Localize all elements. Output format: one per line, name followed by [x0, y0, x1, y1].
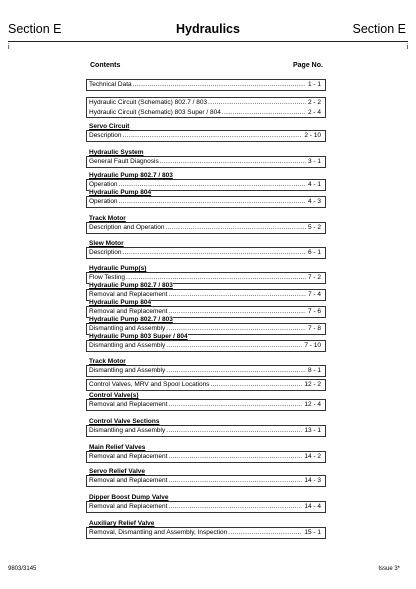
- toc-entry[interactable]: [89, 400, 323, 410]
- toc-section-heading: Servo Relief Valve: [89, 468, 146, 475]
- toc-entry-page: 12 - 4: [304, 401, 321, 408]
- contents-heading: Contents: [90, 62, 121, 69]
- toc-entry[interactable]: [89, 248, 323, 258]
- toc-section-heading: Hydraulic Pump 802.7 / 803: [89, 316, 173, 323]
- toc-entry-page: 4 - 1: [307, 181, 321, 188]
- dot-leader: [133, 80, 306, 90]
- toc-entry[interactable]: [89, 528, 323, 538]
- toc-entry[interactable]: [89, 108, 323, 118]
- dot-leader: [119, 197, 306, 207]
- toc-entry-box: [86, 475, 326, 487]
- toc-section-heading: Hydraulic System: [89, 149, 144, 156]
- toc-entry-page: 7 - 6: [307, 308, 321, 315]
- toc-section-heading: Main Relief Valves: [89, 444, 146, 451]
- dot-leader: [168, 502, 302, 512]
- dot-leader: [208, 98, 306, 108]
- toc-entry-page: 3 - 1: [307, 158, 321, 165]
- toc-entry-page: 2 - 4: [307, 108, 321, 116]
- page-no-heading: Page No.: [293, 62, 323, 69]
- toc-entry-page: 2 - 2: [307, 99, 321, 106]
- toc-entry-page: 14 - 2: [304, 453, 321, 460]
- toc-section-heading: Hydraulic Pump 804: [89, 299, 152, 306]
- dot-leader: [166, 426, 302, 436]
- toc-entry-page: 1 - 1: [307, 81, 321, 88]
- toc-entry-title: Hydraulic Circuit (Schematic) 803 Super / 804: [89, 108, 221, 116]
- toc-entry-page: 7 - 4: [307, 291, 321, 298]
- toc-entry-box: [86, 222, 326, 234]
- dot-leader: [166, 223, 306, 233]
- toc-entry-box: [86, 130, 326, 142]
- toc-section-heading: Slew Motor: [89, 240, 124, 247]
- toc-entry-page: 5 - 2: [307, 224, 321, 231]
- footer-issue: Issue 3*: [378, 566, 400, 572]
- toc-entry-box: [86, 501, 326, 513]
- toc-entry-box: [86, 451, 326, 463]
- dot-leader: [168, 400, 302, 410]
- toc-entry-page: 15 - 1: [304, 529, 321, 536]
- dot-leader: [222, 108, 306, 118]
- toc-entry-title: Flow Testing: [89, 274, 126, 281]
- toc-entry[interactable]: [89, 98, 323, 108]
- toc-entry-page: 6 - 1: [307, 249, 321, 256]
- toc-entry-page: 14 - 3: [304, 477, 321, 484]
- dot-leader: [228, 528, 302, 538]
- toc-entry-title: Description: [89, 132, 122, 139]
- toc-entry-page: 7 - 10: [304, 342, 321, 349]
- toc-entry-title: Operation: [89, 198, 118, 205]
- toc-entry-page: 13 - 1: [304, 427, 321, 434]
- page-number-left: i: [8, 44, 10, 51]
- toc-section-heading: Hydraulic Pump(s): [89, 265, 147, 272]
- toc-entry[interactable]: [89, 341, 323, 351]
- toc-entry-page: 12 - 2: [304, 381, 321, 388]
- toc-section-heading: Hydraulic Pump 802.7 / 803: [89, 172, 173, 179]
- toc-entry[interactable]: [89, 197, 323, 207]
- page-number-right: i: [406, 44, 408, 51]
- toc-entry-title: Dismantling and Assembly: [89, 427, 166, 434]
- section-label-left: Section E: [8, 22, 62, 36]
- toc-entry-box: [86, 247, 326, 259]
- toc-entry-page: 7 - 2: [307, 274, 321, 281]
- dot-leader: [168, 476, 302, 486]
- toc-section-heading: Hydraulic Pump 803 Super / 804: [89, 333, 188, 340]
- section-label-right: Section E: [352, 22, 406, 36]
- toc-entry[interactable]: [89, 131, 323, 141]
- toc-entry-box: [86, 365, 326, 377]
- toc-entry-title: Technical Data: [89, 81, 132, 88]
- toc-entry-title: Dismantling and Assembly: [89, 325, 166, 332]
- toc-entry-box: [86, 425, 326, 437]
- toc-entry-box: [86, 79, 326, 91]
- toc-entry[interactable]: [89, 380, 323, 390]
- toc-entry-page: 14 - 4: [304, 503, 321, 510]
- dot-leader: [123, 131, 303, 141]
- toc-section-heading: Servo Circuit: [89, 123, 130, 130]
- toc-entry-box: [86, 196, 326, 208]
- dot-leader: [166, 366, 306, 376]
- toc-section-heading: Hydraulic Pump 802.7 / 803: [89, 282, 173, 289]
- toc-section-heading: Track Motor: [89, 215, 126, 222]
- dot-leader: [166, 341, 302, 351]
- toc-entry-box: [86, 527, 326, 539]
- dot-leader: [168, 307, 306, 317]
- toc-entry-page: 8 - 1: [307, 367, 321, 374]
- toc-entry-title: Removal, Dismantling and Assembly, Inspection: [89, 529, 228, 536]
- dot-leader: [160, 157, 306, 167]
- toc-entry-title: Description: [89, 249, 122, 256]
- toc-entry-title: Dismantling and Assembly: [89, 342, 166, 349]
- toc-entry-title: General Fault Diagnosis: [89, 158, 159, 165]
- toc-entry-title: Removal and Replacement: [89, 503, 168, 510]
- toc-entry[interactable]: [89, 452, 323, 462]
- dot-leader: [168, 452, 302, 462]
- toc-entry-box: [86, 399, 326, 411]
- dot-leader: [210, 380, 302, 390]
- toc-section-heading: Control Valve(s): [89, 392, 139, 399]
- toc-entry[interactable]: [89, 476, 323, 486]
- toc-entry[interactable]: [89, 223, 323, 233]
- dot-leader: [123, 248, 306, 258]
- toc-entry-box: [86, 97, 326, 118]
- toc-entry-box: [86, 379, 326, 391]
- toc-entry-title: Hydraulic Circuit (Schematic) 802.7 / 803: [89, 99, 208, 106]
- toc-entry-page: 7 - 8: [307, 325, 321, 332]
- toc-entry-box: [86, 340, 326, 352]
- dot-leader: [168, 290, 306, 300]
- toc-entry-title: Removal and Replacement: [89, 308, 168, 315]
- toc-section-heading: Dipper Boost Dump Valve: [89, 494, 169, 501]
- footer-doc-number: 9803/3145: [8, 566, 37, 572]
- toc-entry-title: Removal and Replacement: [89, 453, 168, 460]
- toc-entry-title: Removal and Replacement: [89, 401, 168, 408]
- toc-section-heading: Hydraulic Pump 804: [89, 189, 152, 196]
- toc-entry-title: Operation: [89, 181, 118, 188]
- page-title: Hydraulics: [176, 22, 240, 36]
- toc-entry[interactable]: [89, 502, 323, 512]
- toc-section-heading: Auxiliary Relief Valve: [89, 520, 155, 527]
- toc-entry-title: Removal and Replacement: [89, 291, 168, 298]
- toc-entry-box: [86, 156, 326, 168]
- toc-entry-title: Control Valves, MRV and Spool Locations: [89, 381, 210, 388]
- toc-entry[interactable]: [89, 80, 323, 90]
- toc-entry-page: 4 - 3: [307, 198, 321, 205]
- toc-entry-page: 2 - 10: [304, 132, 321, 139]
- toc-entry-title: Description and Operation: [89, 224, 165, 231]
- toc-entry-title: Dismantling and Assembly: [89, 367, 166, 374]
- toc-entry-title: Removal and Replacement: [89, 477, 168, 484]
- toc-entry[interactable]: [89, 366, 323, 376]
- toc-section-heading: Track Motor: [89, 358, 126, 365]
- toc-section-heading: Control Valve Sections: [89, 418, 160, 425]
- toc-entry[interactable]: [89, 157, 323, 167]
- toc-entry[interactable]: [89, 426, 323, 436]
